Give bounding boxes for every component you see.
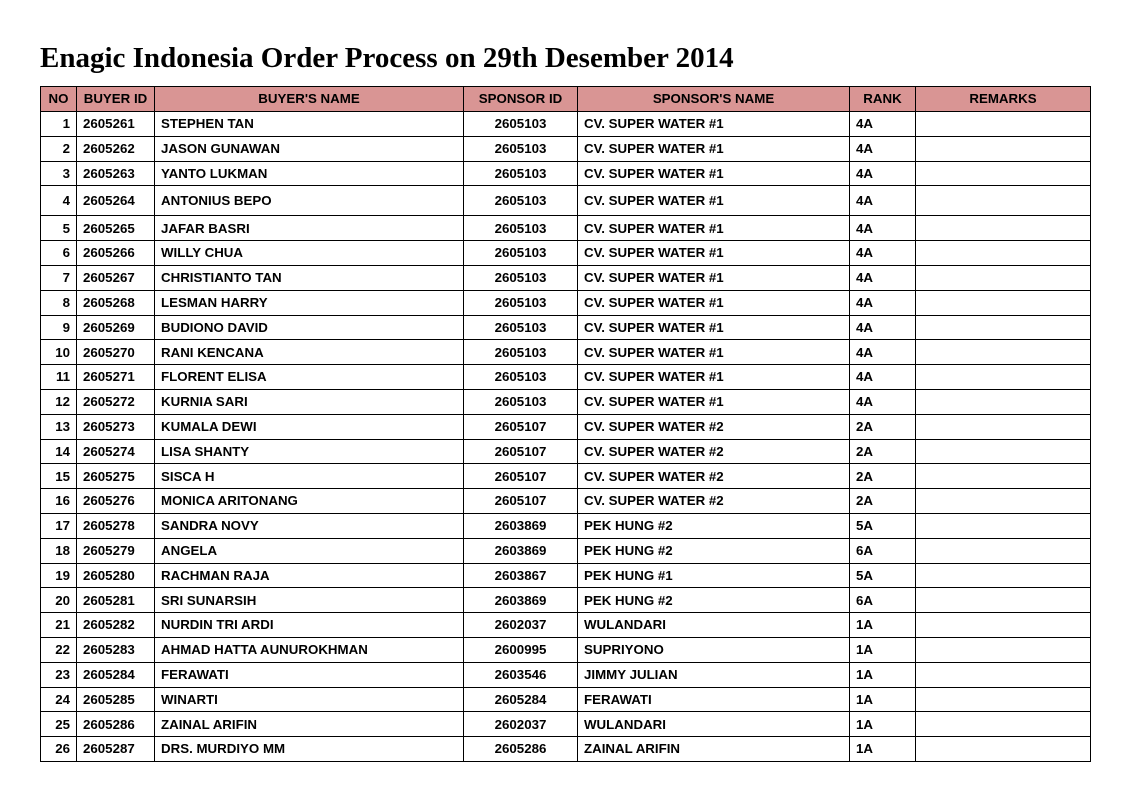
cell-sponsor-name: CV. SUPER WATER #1 [578, 216, 850, 241]
table-row [41, 265, 1091, 290]
cell-sponsor-name: CV. SUPER WATER #1 [578, 365, 850, 390]
cell-buyer-name: YANTO LUKMAN [155, 161, 464, 186]
table-row [41, 588, 1091, 613]
cell-buyer-name: LESMAN HARRY [155, 290, 464, 315]
cell-sponsor-id: 2605103 [464, 365, 578, 390]
cell-sponsor-name: JIMMY JULIAN [578, 662, 850, 687]
cell-sponsor-name: CV. SUPER WATER #1 [578, 112, 850, 137]
table-row [41, 216, 1091, 241]
cell-buyer-name: SRI SUNARSIH [155, 588, 464, 613]
cell-rank: 4A [850, 241, 916, 266]
cell-rank: 4A [850, 186, 916, 216]
cell-sponsor-id: 2603546 [464, 662, 578, 687]
cell-buyer-name: LISA SHANTY [155, 439, 464, 464]
cell-sponsor-name: PEK HUNG #1 [578, 563, 850, 588]
cell-no: 19 [41, 563, 77, 588]
cell-sponsor-id: 2605103 [464, 216, 578, 241]
cell-rank: 1A [850, 687, 916, 712]
table-row [41, 414, 1091, 439]
cell-sponsor-name: CV. SUPER WATER #2 [578, 439, 850, 464]
cell-sponsor-id: 2605103 [464, 340, 578, 365]
cell-buyer-name: SANDRA NOVY [155, 513, 464, 538]
cell-buyer-id: 2605263 [77, 161, 155, 186]
cell-sponsor-id: 2605103 [464, 315, 578, 340]
cell-buyer-name: DRS. MURDIYO MM [155, 737, 464, 762]
cell-buyer-id: 2605284 [77, 662, 155, 687]
cell-no: 24 [41, 687, 77, 712]
column-header-no: NO [41, 87, 77, 112]
column-header-remarks: REMARKS [916, 87, 1091, 112]
cell-sponsor-id: 2605107 [464, 489, 578, 514]
cell-no: 3 [41, 161, 77, 186]
cell-sponsor-id: 2605103 [464, 241, 578, 266]
table-row [41, 538, 1091, 563]
cell-buyer-id: 2605275 [77, 464, 155, 489]
cell-buyer-id: 2605278 [77, 513, 155, 538]
cell-sponsor-name: CV. SUPER WATER #1 [578, 136, 850, 161]
cell-no: 9 [41, 315, 77, 340]
cell-buyer-id: 2605269 [77, 315, 155, 340]
table-row [41, 290, 1091, 315]
cell-buyer-name: STEPHEN TAN [155, 112, 464, 137]
cell-no: 5 [41, 216, 77, 241]
cell-buyer-id: 2605286 [77, 712, 155, 737]
cell-sponsor-id: 2603869 [464, 538, 578, 563]
cell-rank: 4A [850, 161, 916, 186]
cell-sponsor-name: SUPRIYONO [578, 637, 850, 662]
cell-no: 17 [41, 513, 77, 538]
cell-sponsor-id: 2605284 [464, 687, 578, 712]
cell-sponsor-name: CV. SUPER WATER #1 [578, 315, 850, 340]
cell-sponsor-name: CV. SUPER WATER #2 [578, 489, 850, 514]
cell-sponsor-id: 2602037 [464, 613, 578, 638]
table-row [41, 513, 1091, 538]
table-row [41, 737, 1091, 762]
cell-remarks [916, 439, 1091, 464]
cell-buyer-id: 2605271 [77, 365, 155, 390]
cell-buyer-id: 2605267 [77, 265, 155, 290]
cell-remarks [916, 414, 1091, 439]
cell-sponsor-name: WULANDARI [578, 613, 850, 638]
column-header-rank: RANK [850, 87, 916, 112]
table-row [41, 136, 1091, 161]
cell-sponsor-id: 2605103 [464, 389, 578, 414]
cell-buyer-id: 2605266 [77, 241, 155, 266]
cell-buyer-name: MONICA ARITONANG [155, 489, 464, 514]
cell-remarks [916, 737, 1091, 762]
cell-remarks [916, 538, 1091, 563]
cell-no: 18 [41, 538, 77, 563]
cell-remarks [916, 613, 1091, 638]
cell-rank: 1A [850, 712, 916, 737]
cell-buyer-name: KUMALA DEWI [155, 414, 464, 439]
cell-buyer-id: 2605273 [77, 414, 155, 439]
cell-sponsor-id: 2602037 [464, 712, 578, 737]
cell-sponsor-id: 2600995 [464, 637, 578, 662]
cell-rank: 4A [850, 389, 916, 414]
table-row [41, 241, 1091, 266]
cell-buyer-name: JASON GUNAWAN [155, 136, 464, 161]
cell-buyer-id: 2605282 [77, 613, 155, 638]
cell-sponsor-name: PEK HUNG #2 [578, 538, 850, 563]
cell-buyer-name: ANTONIUS BEPO [155, 186, 464, 216]
cell-sponsor-id: 2605103 [464, 112, 578, 137]
cell-remarks [916, 290, 1091, 315]
orders-table [40, 86, 1091, 762]
cell-remarks [916, 216, 1091, 241]
cell-buyer-name: WINARTI [155, 687, 464, 712]
cell-buyer-id: 2605280 [77, 563, 155, 588]
table-row [41, 389, 1091, 414]
cell-sponsor-id: 2605103 [464, 136, 578, 161]
cell-buyer-name: FERAWATI [155, 662, 464, 687]
cell-remarks [916, 186, 1091, 216]
column-header-sponsor-id: SPONSOR ID [464, 87, 578, 112]
cell-remarks [916, 340, 1091, 365]
cell-rank: 6A [850, 588, 916, 613]
cell-remarks [916, 489, 1091, 514]
column-header-sponsor-name: SPONSOR'S NAME [578, 87, 850, 112]
cell-rank: 4A [850, 315, 916, 340]
cell-buyer-name: AHMAD HATTA AUNUROKHMAN [155, 637, 464, 662]
table-row [41, 563, 1091, 588]
cell-buyer-id: 2605283 [77, 637, 155, 662]
cell-sponsor-name: PEK HUNG #2 [578, 513, 850, 538]
cell-remarks [916, 315, 1091, 340]
column-header-buyer-id: BUYER ID [77, 87, 155, 112]
cell-sponsor-id: 2605103 [464, 161, 578, 186]
cell-rank: 4A [850, 216, 916, 241]
table-row [41, 489, 1091, 514]
cell-buyer-id: 2605276 [77, 489, 155, 514]
cell-no: 1 [41, 112, 77, 137]
cell-sponsor-id: 2605107 [464, 464, 578, 489]
cell-rank: 6A [850, 538, 916, 563]
table-row [41, 613, 1091, 638]
cell-sponsor-name: CV. SUPER WATER #1 [578, 241, 850, 266]
table-row [41, 439, 1091, 464]
cell-rank: 1A [850, 662, 916, 687]
cell-buyer-name: ANGELA [155, 538, 464, 563]
cell-buyer-name: SISCA H [155, 464, 464, 489]
cell-remarks [916, 365, 1091, 390]
cell-buyer-name: JAFAR BASRI [155, 216, 464, 241]
cell-no: 6 [41, 241, 77, 266]
cell-no: 16 [41, 489, 77, 514]
cell-sponsor-id: 2605103 [464, 265, 578, 290]
column-header-buyer-name: BUYER'S NAME [155, 87, 464, 112]
cell-buyer-id: 2605279 [77, 538, 155, 563]
cell-buyer-name: CHRISTIANTO TAN [155, 265, 464, 290]
cell-remarks [916, 464, 1091, 489]
cell-no: 23 [41, 662, 77, 687]
cell-remarks [916, 112, 1091, 137]
cell-rank: 4A [850, 340, 916, 365]
table-row [41, 161, 1091, 186]
cell-remarks [916, 588, 1091, 613]
cell-sponsor-name: CV. SUPER WATER #1 [578, 186, 850, 216]
cell-remarks [916, 241, 1091, 266]
table-row [41, 464, 1091, 489]
cell-sponsor-name: CV. SUPER WATER #1 [578, 389, 850, 414]
cell-no: 21 [41, 613, 77, 638]
cell-buyer-id: 2605274 [77, 439, 155, 464]
cell-sponsor-id: 2603869 [464, 513, 578, 538]
cell-remarks [916, 563, 1091, 588]
table-row [41, 687, 1091, 712]
cell-sponsor-name: FERAWATI [578, 687, 850, 712]
cell-rank: 5A [850, 513, 916, 538]
cell-rank: 2A [850, 439, 916, 464]
cell-remarks [916, 687, 1091, 712]
cell-no: 26 [41, 737, 77, 762]
cell-sponsor-id: 2603867 [464, 563, 578, 588]
cell-no: 7 [41, 265, 77, 290]
cell-remarks [916, 161, 1091, 186]
cell-buyer-name: FLORENT ELISA [155, 365, 464, 390]
table-row [41, 315, 1091, 340]
cell-no: 2 [41, 136, 77, 161]
cell-buyer-name: ZAINAL ARIFIN [155, 712, 464, 737]
cell-remarks [916, 712, 1091, 737]
cell-remarks [916, 513, 1091, 538]
cell-rank: 5A [850, 563, 916, 588]
cell-rank: 4A [850, 112, 916, 137]
cell-no: 13 [41, 414, 77, 439]
cell-no: 20 [41, 588, 77, 613]
cell-buyer-id: 2605281 [77, 588, 155, 613]
cell-buyer-id: 2605268 [77, 290, 155, 315]
cell-rank: 1A [850, 737, 916, 762]
table-row [41, 112, 1091, 137]
table-row [41, 186, 1091, 216]
cell-no: 14 [41, 439, 77, 464]
cell-buyer-name: NURDIN TRI ARDI [155, 613, 464, 638]
cell-rank: 4A [850, 136, 916, 161]
cell-sponsor-name: CV. SUPER WATER #1 [578, 161, 850, 186]
cell-remarks [916, 662, 1091, 687]
cell-sponsor-name: CV. SUPER WATER #2 [578, 414, 850, 439]
cell-no: 11 [41, 365, 77, 390]
cell-sponsor-id: 2605103 [464, 186, 578, 216]
cell-no: 22 [41, 637, 77, 662]
table-row [41, 637, 1091, 662]
cell-buyer-id: 2605287 [77, 737, 155, 762]
table-row [41, 365, 1091, 390]
cell-buyer-id: 2605272 [77, 389, 155, 414]
cell-buyer-name: RANI KENCANA [155, 340, 464, 365]
cell-rank: 1A [850, 637, 916, 662]
cell-no: 8 [41, 290, 77, 315]
cell-rank: 2A [850, 489, 916, 514]
cell-sponsor-id: 2605107 [464, 439, 578, 464]
cell-buyer-id: 2605264 [77, 186, 155, 216]
cell-remarks [916, 265, 1091, 290]
cell-rank: 4A [850, 365, 916, 390]
cell-sponsor-name: WULANDARI [578, 712, 850, 737]
cell-sponsor-id: 2605107 [464, 414, 578, 439]
cell-sponsor-id: 2603869 [464, 588, 578, 613]
cell-no: 4 [41, 186, 77, 216]
cell-sponsor-name: CV. SUPER WATER #1 [578, 265, 850, 290]
cell-sponsor-name: PEK HUNG #2 [578, 588, 850, 613]
cell-sponsor-name: CV. SUPER WATER #1 [578, 290, 850, 315]
cell-rank: 2A [850, 414, 916, 439]
cell-sponsor-name: ZAINAL ARIFIN [578, 737, 850, 762]
cell-buyer-id: 2605262 [77, 136, 155, 161]
cell-sponsor-id: 2605103 [464, 290, 578, 315]
cell-sponsor-id: 2605286 [464, 737, 578, 762]
cell-sponsor-name: CV. SUPER WATER #2 [578, 464, 850, 489]
cell-no: 10 [41, 340, 77, 365]
cell-rank: 4A [850, 290, 916, 315]
cell-remarks [916, 136, 1091, 161]
cell-buyer-id: 2605261 [77, 112, 155, 137]
cell-rank: 1A [850, 613, 916, 638]
cell-buyer-name: WILLY CHUA [155, 241, 464, 266]
page-title: Enagic Indonesia Order Process on 29th Desember 2014 [40, 42, 734, 74]
cell-remarks [916, 389, 1091, 414]
cell-no: 15 [41, 464, 77, 489]
cell-buyer-name: KURNIA SARI [155, 389, 464, 414]
cell-rank: 4A [850, 265, 916, 290]
table-row [41, 712, 1091, 737]
table-row [41, 340, 1091, 365]
cell-buyer-name: BUDIONO DAVID [155, 315, 464, 340]
cell-buyer-id: 2605285 [77, 687, 155, 712]
cell-buyer-id: 2605270 [77, 340, 155, 365]
cell-remarks [916, 637, 1091, 662]
cell-sponsor-name: CV. SUPER WATER #1 [578, 340, 850, 365]
cell-no: 25 [41, 712, 77, 737]
table-header-row [41, 87, 1091, 112]
cell-rank: 2A [850, 464, 916, 489]
cell-no: 12 [41, 389, 77, 414]
cell-buyer-id: 2605265 [77, 216, 155, 241]
cell-buyer-name: RACHMAN RAJA [155, 563, 464, 588]
table-row [41, 662, 1091, 687]
